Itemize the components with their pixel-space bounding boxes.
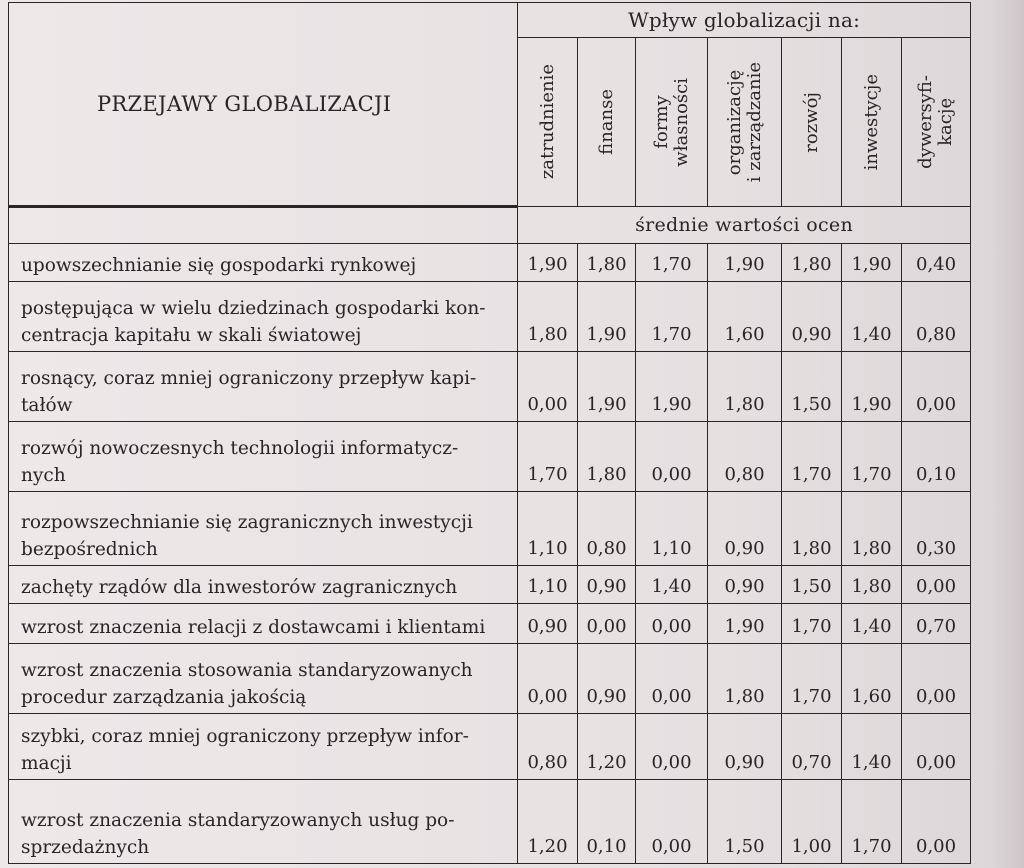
value-cell: 1,40 [842, 282, 902, 352]
table-title: PRZEJAWY GLOBALIZACJI [9, 3, 518, 207]
value-cell: 1,10 [636, 492, 708, 566]
value-cell: 0,90 [518, 604, 578, 644]
value-cell: 1,70 [636, 244, 708, 282]
table-row [9, 352, 971, 422]
column-header-label [802, 92, 822, 153]
value-cell: 1,90 [708, 604, 782, 644]
row-label-line: wzrost znaczenia stosowania standaryzowanych [21, 660, 473, 681]
value-cell: 0,70 [782, 714, 842, 780]
value-cell: 1,70 [842, 422, 902, 492]
value-cell: 1,50 [782, 566, 842, 604]
value-cell: 0,80 [708, 422, 782, 492]
column-header-line: organizację [723, 69, 745, 175]
column-header-label [597, 89, 617, 155]
value-cell: 0,00 [578, 604, 636, 644]
value-cell: 1,70 [782, 422, 842, 492]
row-label-line: zachęty rządów dla inwestorów zagranicznych [21, 577, 458, 598]
row-label-line: rozpowszechnianie się zagranicznych inwestycji [21, 512, 473, 533]
table-row [9, 244, 971, 282]
value-cell: 1,40 [636, 566, 708, 604]
value-cell: 0,90 [708, 714, 782, 780]
value-cell: 1,80 [708, 644, 782, 714]
subheader-spacer [9, 207, 518, 244]
table-row [9, 644, 971, 714]
row-label [9, 780, 518, 864]
column-header-line: finanse [595, 89, 617, 155]
page-edge-shadow [990, 0, 1024, 868]
row-label-line: wzrost znaczenia standaryzowanych usług po- [21, 810, 455, 831]
value-cell: 0,00 [518, 644, 578, 714]
value-cell: 0,10 [578, 780, 636, 864]
column-header-0 [518, 38, 578, 207]
value-cell: 1,20 [578, 714, 636, 780]
value-cell: 1,70 [636, 282, 708, 352]
column-header-line: zatrudnienie [536, 64, 558, 180]
row-label-line: sprzedażnych [21, 837, 150, 858]
globalization-impact-table [8, 2, 971, 864]
column-header-label [862, 74, 882, 170]
column-header-6 [902, 38, 971, 207]
value-cell: 0,00 [636, 422, 708, 492]
value-cell: 1,10 [518, 492, 578, 566]
row-label-line: upowszechnianie się gospodarki rynkowej [21, 255, 417, 276]
value-cell: 1,70 [842, 780, 902, 864]
table-row [9, 780, 971, 864]
header-row-group [9, 3, 971, 38]
value-cell: 0,90 [782, 282, 842, 352]
value-cell: 0,90 [578, 644, 636, 714]
table-row [9, 422, 971, 492]
column-header-line: własności [670, 77, 692, 167]
row-label [9, 244, 518, 282]
value-cell: 0,10 [902, 422, 971, 492]
value-cell: 0,40 [902, 244, 971, 282]
value-cell: 1,70 [518, 422, 578, 492]
value-cell: 0,90 [708, 566, 782, 604]
value-cell: 1,50 [708, 780, 782, 864]
value-cell: 1,80 [518, 282, 578, 352]
row-label [9, 604, 518, 644]
column-header-1 [578, 38, 636, 207]
value-cell: 1,60 [708, 282, 782, 352]
row-label [9, 566, 518, 604]
row-label-line: centracja kapitału w skali światowej [21, 325, 362, 346]
row-label [9, 492, 518, 566]
row-label [9, 714, 518, 780]
value-cell: 1,80 [782, 492, 842, 566]
value-cell: 1,90 [842, 244, 902, 282]
value-cell: 1,90 [636, 352, 708, 422]
group-header: Wpływ globalizacji na: [518, 3, 971, 38]
row-label-line: nych [21, 465, 66, 486]
value-cell: 0,00 [902, 566, 971, 604]
value-cell: 1,50 [782, 352, 842, 422]
subheader: średnie wartości ocen [518, 207, 971, 244]
row-label [9, 352, 518, 422]
value-cell: 1,40 [842, 714, 902, 780]
table-row [9, 714, 971, 780]
value-cell: 1,20 [518, 780, 578, 864]
value-cell: 1,80 [782, 244, 842, 282]
value-cell: 0,00 [902, 644, 971, 714]
value-cell: 0,80 [518, 714, 578, 780]
value-cell: 0,00 [902, 714, 971, 780]
row-label-line: tałów [21, 395, 73, 416]
value-cell: 0,90 [578, 566, 636, 604]
value-cell: 0,80 [578, 492, 636, 566]
row-label-line: szybki, coraz mniej ograniczony przepływ infor- [21, 726, 469, 747]
value-cell: 0,30 [902, 492, 971, 566]
value-cell: 0,00 [902, 780, 971, 864]
row-label-line: wzrost znaczenia relacji z dostawcami i klientami [21, 617, 486, 638]
row-label [9, 422, 518, 492]
table-row [9, 604, 971, 644]
value-cell: 1,90 [578, 282, 636, 352]
row-label-line: rozwój nowoczesnych technologii informatycz- [21, 438, 459, 459]
column-header-2 [636, 38, 708, 207]
value-cell: 1,70 [782, 644, 842, 714]
value-cell: 0,00 [902, 352, 971, 422]
row-label-line: postępująca w wielu dziedzinach gospodarki kon- [21, 298, 486, 319]
value-cell: 1,90 [518, 244, 578, 282]
value-cell: 1,70 [782, 604, 842, 644]
row-label [9, 644, 518, 714]
column-header-label [652, 78, 692, 167]
value-cell: 0,00 [636, 780, 708, 864]
value-cell: 1,80 [578, 244, 636, 282]
table-row [9, 492, 971, 566]
column-header-label [725, 62, 765, 182]
column-header-3 [708, 38, 782, 207]
value-cell: 1,60 [842, 644, 902, 714]
column-header-line: kację [935, 98, 957, 146]
column-header-4 [782, 38, 842, 207]
value-cell: 0,90 [708, 492, 782, 566]
column-header-line: formy [650, 95, 672, 149]
table-row [9, 282, 971, 352]
subheader-row [9, 207, 971, 244]
value-cell: 0,70 [902, 604, 971, 644]
table-body [9, 244, 971, 864]
value-cell: 1,90 [578, 352, 636, 422]
value-cell: 1,80 [842, 566, 902, 604]
column-header-line: rozwój [800, 91, 822, 153]
value-cell: 1,80 [842, 492, 902, 566]
value-cell: 1,80 [708, 352, 782, 422]
column-header-label [538, 64, 558, 179]
value-cell: 1,80 [578, 422, 636, 492]
value-cell: 0,00 [636, 714, 708, 780]
column-header-line: dywersyfi- [915, 75, 937, 169]
row-label [9, 282, 518, 352]
row-label-line: bezpośrednich [21, 539, 158, 560]
column-header-line: inwestycje [860, 73, 882, 171]
value-cell: 0,00 [518, 352, 578, 422]
value-cell: 0,80 [902, 282, 971, 352]
column-header-line: i zarządzanie [743, 61, 765, 183]
value-cell: 1,10 [518, 566, 578, 604]
column-header-5 [842, 38, 902, 207]
row-label-line: macji [21, 753, 72, 774]
row-label-line: rosnący, coraz mniej ograniczony przepływ kapi- [21, 368, 477, 389]
value-cell: 1,00 [782, 780, 842, 864]
table-row [9, 566, 971, 604]
value-cell: 1,90 [842, 352, 902, 422]
value-cell: 0,00 [636, 644, 708, 714]
column-header-label [916, 75, 956, 169]
value-cell: 1,40 [842, 604, 902, 644]
row-label-line: procedur zarządzania jakością [21, 687, 307, 708]
value-cell: 0,00 [636, 604, 708, 644]
value-cell: 1,90 [708, 244, 782, 282]
